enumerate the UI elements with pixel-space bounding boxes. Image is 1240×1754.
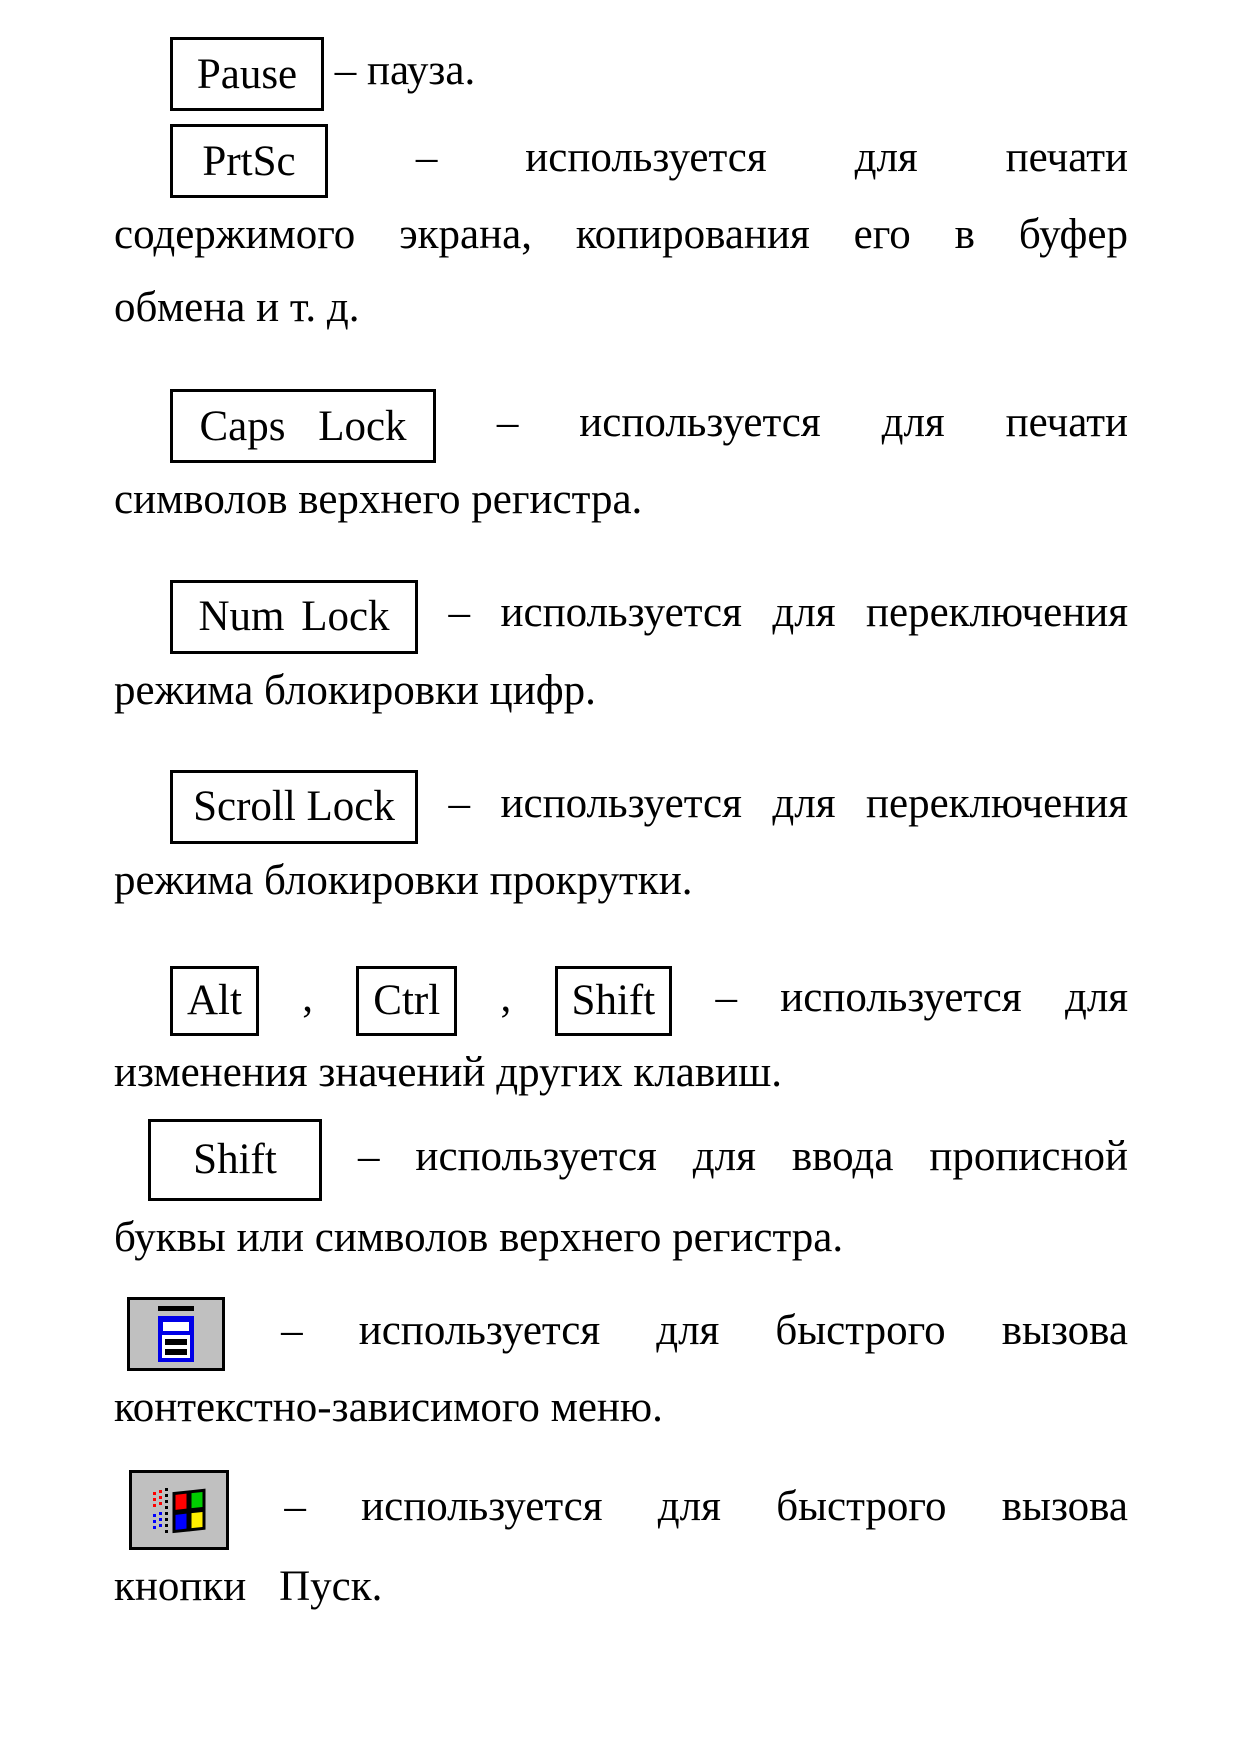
description-line: изменения значений других клавиш. <box>114 1048 783 1096</box>
key-description-entry <box>114 767 1128 917</box>
description-line <box>114 1294 1128 1371</box>
ctrl-key: Ctrl <box>356 966 457 1036</box>
scroll-lock-key: Scroll Lock <box>170 770 418 844</box>
key-description-entry <box>114 1294 1128 1444</box>
description-line: обмена и т. д. <box>114 284 360 332</box>
description-line: режима блокировки прокрутки. <box>114 856 693 904</box>
description-text: – пауза. <box>334 47 476 94</box>
description-text: – используется для печати <box>496 399 1128 447</box>
description-line: кнопки Пуск. <box>114 1563 383 1610</box>
description-text: – используется для печати <box>415 134 1128 182</box>
description-line <box>114 961 1128 1036</box>
context-menu-key-icon <box>127 1297 225 1371</box>
key-description-entry <box>114 34 1128 111</box>
description-line: буквы или символов верхнего регистра. <box>114 1213 844 1261</box>
alt-key: Alt <box>170 966 259 1036</box>
description-line: содержимого экрана, копирования его в буфер <box>114 211 1128 259</box>
description-text: – используется для переключения <box>448 589 1129 637</box>
description-line <box>114 1470 1128 1550</box>
entries <box>114 34 1128 1623</box>
description-line <box>114 1119 1128 1201</box>
description-line <box>114 34 1128 111</box>
prtsc-key: PrtSc <box>170 124 328 198</box>
key-description-entry <box>114 1119 1128 1274</box>
shift-key: Shift <box>555 966 673 1036</box>
key-separator: , <box>500 973 512 1021</box>
key-description-entry <box>114 386 1128 536</box>
description-text: – используется для быстрого вызова <box>281 1306 1129 1354</box>
description-line: контекстно-зависимого меню. <box>114 1383 663 1431</box>
key-description-entry <box>114 121 1128 344</box>
description-line <box>114 386 1128 463</box>
caps-lock-key: Caps Lock <box>170 389 436 463</box>
description-line: символов верхнего регистра. <box>114 476 643 524</box>
description-line <box>114 767 1128 844</box>
key-description-entry <box>114 961 1128 1109</box>
key-description-entry <box>114 576 1128 726</box>
windows-key-icon <box>129 1470 229 1550</box>
num-lock-key: Num Lock <box>170 580 418 654</box>
key-separator: , <box>302 973 313 1021</box>
description-text: – используется для <box>715 973 1129 1021</box>
description-text: – используется для быстрого вызова <box>284 1482 1129 1530</box>
description-line <box>114 576 1128 653</box>
description-line <box>114 121 1128 198</box>
description-line: режима блокировки цифр. <box>114 666 596 714</box>
key-description-entry <box>114 1470 1128 1623</box>
shift-key: Shift <box>148 1119 322 1201</box>
description-text: – используется для ввода прописной <box>357 1132 1129 1180</box>
description-text: – используется для переключения <box>448 779 1129 827</box>
pause-key: Pause <box>170 37 324 111</box>
